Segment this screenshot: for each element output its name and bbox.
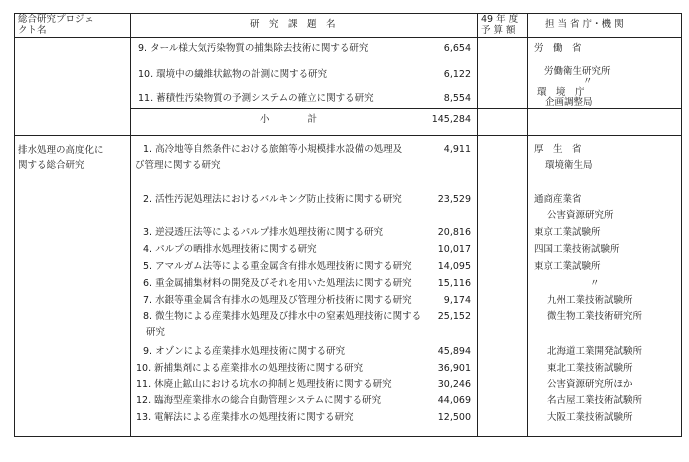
group-divider	[14, 135, 681, 136]
g2-item-8-agency: 微生物工業技術研究所	[547, 311, 643, 322]
header-agency: 担 当 省 庁・機 関	[545, 19, 624, 30]
g2-item-12-title: 12. 臨海型産業排水の総合自動管理システムに関する研究	[136, 395, 382, 406]
g2-item-5-amount: 14,095	[437, 261, 471, 272]
left-border	[14, 13, 15, 437]
g2-item-10-amount: 36,901	[437, 363, 471, 374]
g2-item-3-amount: 20,816	[437, 227, 471, 238]
header-project-line2: クト名	[18, 25, 47, 36]
g2-item-13-title: 13. 電解法による産業排水の処理技術に関する研究	[136, 412, 354, 423]
g2-item-13-agency: 大阪工業技術試験所	[547, 412, 633, 423]
header-budget-line1: 49 年 度	[481, 14, 519, 25]
g2-item-6-amount: 15,116	[437, 278, 471, 289]
g1-item-10-amount: 6,122	[443, 69, 471, 80]
g2-project-line2: 関する総合研究	[18, 160, 85, 171]
g2-item-6-title: 6. 重金属捕集材料の開発及びそれを用いた処理法に関する研究	[143, 278, 412, 289]
subtotal-amount: 145,284	[431, 114, 471, 125]
g2-item-5-title: 5. アマルガム法等による重金属含有排水処理技術に関する研究	[143, 261, 412, 272]
g2-project-line1: 排水処理の高度化に	[18, 145, 104, 156]
g2-item-7-agency: 九州工業技術試験所	[547, 295, 633, 306]
g2-item-8-line1: 8. 微生物による産業排水処理及び排水中の窒素処理技術に関する	[143, 311, 422, 322]
g2-item-10-agency: 東北工業技術試験所	[547, 363, 633, 374]
g2-item-8-line2: 研究	[146, 327, 166, 338]
g2-item-2-agency2: 公害資源研究所	[547, 210, 614, 221]
header-project-line1: 総合研究プロジェ	[18, 14, 94, 25]
col-divider-2	[477, 13, 478, 437]
bottom-rule	[14, 436, 681, 437]
g1-item-9-amount: 6,654	[443, 43, 471, 54]
col-divider-1	[130, 13, 131, 437]
g2-item-7-title: 7. 水銀等重金属含有排水の処理及び管理分析技術に関する研究	[143, 295, 412, 306]
g2-item-9-title: 9. オゾンによる産業排水処理技術に関する研究	[143, 346, 346, 357]
top-rule	[14, 13, 681, 14]
g2-item-3-agency: 東京工業試験所	[534, 227, 601, 238]
col-divider-3	[527, 13, 528, 437]
header-rule	[14, 37, 681, 38]
g2-item-2-agency: 通商産業省	[534, 194, 582, 205]
g1-item-11-amount: 8,554	[443, 93, 471, 104]
subtotal-label: 小 計	[260, 114, 318, 125]
g1-item-9-title: 9. タール様大気汚染物質の捕集除去技術に関する研究	[138, 43, 369, 54]
subtotal-rule	[130, 108, 681, 109]
header-budget-line2: 予 算 額	[481, 25, 516, 36]
g1-item-11-agency: 環 境 庁	[537, 87, 585, 98]
g1-item-10-title: 10. 環境中の繊維状鉱物の計測に関する研究	[138, 69, 328, 80]
g2-item-11-title: 11. 休廃止鉱山における坑水の抑制と処理技術に関する研究	[136, 379, 392, 390]
g1-ditto-mark: 〃	[583, 76, 593, 87]
g2-item-11-amount: 30,246	[437, 379, 471, 390]
g2-item-13-amount: 12,500	[437, 412, 471, 423]
g2-item-11-agency: 公害資源研究所ほか	[547, 379, 633, 390]
g2-item-12-agency: 名古屋工業技術試験所	[547, 395, 643, 406]
g2-item-10-title: 10. 新捕集剤による産業排水の処理技術に関する研究	[136, 363, 364, 374]
g2-item-1-line1: 1. 高冷地等自然条件における旅館等小規模排水設備の処理及	[143, 144, 403, 155]
g2-item-6-agency: 〃	[590, 278, 600, 289]
g2-item-2-amount: 23,529	[437, 194, 471, 205]
g2-item-4-title: 4. パルプの晒排水処理技術に関する研究	[143, 244, 317, 255]
g1-item-11-title: 11. 蓄積性汚染物質の予測システムの確立に関する研究	[138, 93, 374, 104]
g2-item-9-agency: 北海道工業開発試験所	[547, 346, 643, 357]
g2-item-1-line2: び管理に関する研究	[135, 160, 221, 171]
g2-item-1-agency2: 環境衛生局	[545, 160, 593, 171]
g1-item-10-agency: 労働衛生研究所	[544, 66, 611, 77]
g1-item-9-agency: 労 働 省	[534, 43, 582, 54]
g2-item-5-agency: 東京工業試験所	[534, 261, 601, 272]
header-title: 研 究 課 題 名	[250, 19, 336, 30]
g2-item-1-amount: 4,911	[443, 144, 471, 155]
g2-item-3-title: 3. 逆浸透圧法等によるパルプ排水処理技術に関する研究	[143, 227, 384, 238]
g2-item-4-amount: 10,017	[437, 244, 471, 255]
g2-item-4-agency: 四国工業技術試験所	[534, 244, 620, 255]
g2-item-1-agency: 厚 生 省	[534, 144, 582, 155]
g1-item-11-agency2: 企画調整局	[545, 97, 593, 108]
g2-item-7-amount: 9,174	[443, 295, 471, 306]
right-border	[681, 13, 682, 437]
g2-item-8-amount: 25,152	[437, 311, 471, 322]
g2-item-12-amount: 44,069	[437, 395, 471, 406]
g2-item-9-amount: 45,894	[437, 346, 471, 357]
g2-item-2-title: 2. 活性汚泥処理法におけるバルキング防止技術に関する研究	[143, 194, 402, 205]
